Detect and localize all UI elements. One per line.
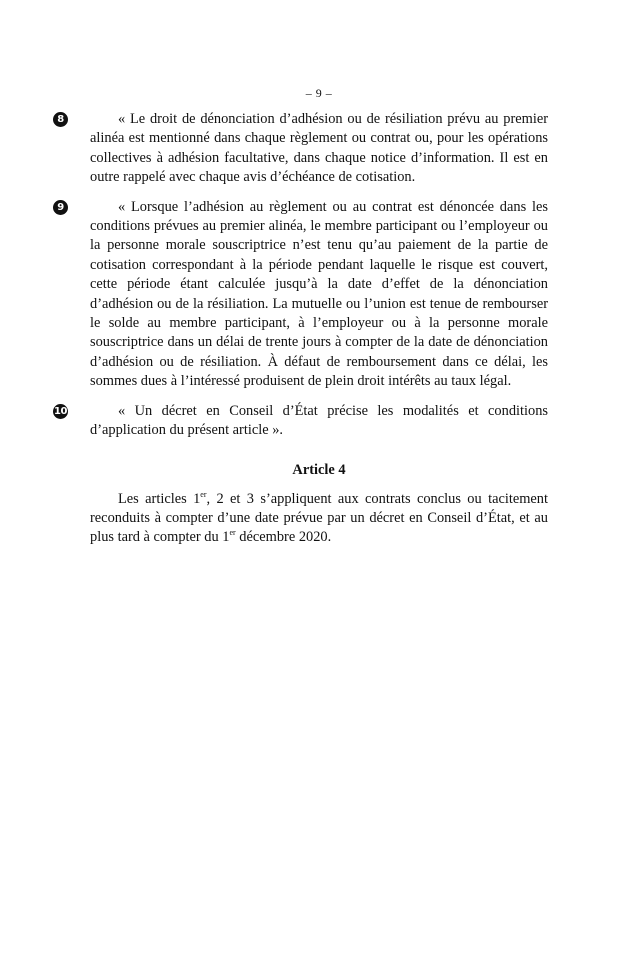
article-text-part2: , 2 et 3 s’appliquent aux contrats conclus ou tacitement reconduits à compter d’une date prévue par un décret en Conseil d’État, et au plus tard à compter du 1 xyxy=(90,490,548,546)
paragraph-text: « Le droit de dénonciation d’adhésion ou de résiliation prévu au premier alinéa est mentionné dans chaque règlement ou contrat ou, pour les opérations collectives à adhésion facultative, dans chaque notice d’information. Il est en outre rappelé avec chaque avis d’échéance de cotisation. xyxy=(90,111,548,186)
paragraph-text: « Lorsque l’adhésion au règlement ou au contrat est dénoncée dans les conditions prévues au premier alinéa, le membre participant ou l’employeur ou la personne morale souscriptrice n’est tenu qu’au paiement de la partie de cotisation correspondant à la période pendant laquelle le risque est couvert, cette période étant calculée jusqu’à la date d’effet de la dénonciation d’adhésion ou de la résiliation. La mutuelle ou l’union est tenue de rembourser le solde au membre participant, à l’employeur ou à la personne morale souscriptrice dans un délai de trente jours à compter de la date de dénonciation d’adhésion ou de résiliation. À défaut de remboursement dans ce délai, les sommes dues à l’intéressé produisent de plein droit intérêts au taux légal. xyxy=(90,198,548,390)
document-body xyxy=(54,110,548,558)
page-number: – 9 – xyxy=(305,86,333,100)
paragraph-text: « Un décret en Conseil d’État précise les modalités et conditions d’application du présent article ». xyxy=(90,402,548,439)
article-text-part1: Les articles 1 xyxy=(118,490,201,507)
ordinal-superscript: er xyxy=(229,528,236,538)
paragraph-8 xyxy=(57,110,548,188)
article-4-paragraph xyxy=(90,490,548,548)
paragraph-9 xyxy=(57,198,548,392)
article-title: Article 4 xyxy=(292,461,346,478)
paragraph-10 xyxy=(54,402,548,441)
ordinal-superscript: er xyxy=(200,489,207,499)
alinea-marker-10: 10 xyxy=(54,405,67,417)
alinea-marker-8: 8 xyxy=(53,112,68,127)
article-text-part3: décembre 2020. xyxy=(235,529,332,546)
alinea-marker-9: 9 xyxy=(53,200,68,215)
